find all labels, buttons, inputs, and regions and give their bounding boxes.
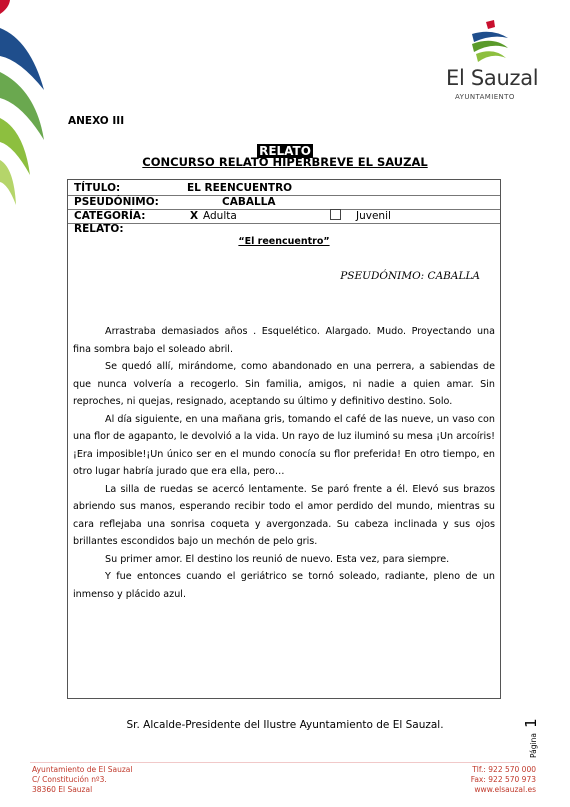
- decorative-swoosh: [0, 0, 48, 210]
- annex-label: ANEXO III: [68, 115, 125, 127]
- category-label: CATEGORÍA:: [74, 210, 146, 222]
- entry-form: [67, 179, 501, 699]
- pseudonym-value: CABALLA: [222, 196, 276, 208]
- footer-fax: Fax: 922 570 973: [470, 775, 536, 784]
- footer-divider: [30, 762, 520, 763]
- footer-phone: Tlf.: 922 570 000: [472, 765, 536, 774]
- story-paragraph: Su primer amor. El destino los reunió de nuevo. Esta vez, para siempre.: [105, 553, 450, 565]
- logo-subtitle: AYUNTAMIENTO: [455, 93, 515, 101]
- story-body: [73, 323, 495, 603]
- story-pseudonym: PSEUDÓNIMO: CABALLA: [340, 270, 480, 282]
- footer-address-line: Ayuntamiento de El Sauzal: [32, 765, 133, 774]
- divider: [68, 223, 500, 224]
- category-checked-mark: X: [190, 210, 199, 222]
- relato-heading-text: RELATO: [259, 144, 311, 158]
- story-paragraph: Se quedó allí, mirándome, como abandonado en una perrera, a sabiendas de que nunca volvería a recogerlo. Sin familia, amigos, ni nadie a quien amar. Sin reproches, ni quejas, resignado, aceptando su último y definitivo destino. Solo.: [73, 361, 495, 407]
- footer-address: [32, 765, 132, 795]
- footer-website-link[interactable]: www.elsauzal.es: [474, 785, 536, 794]
- category-youth-label: Juvenil: [356, 210, 391, 222]
- page-number: [521, 712, 551, 762]
- category-adult-label: Adulta: [203, 210, 237, 222]
- footer-contact: [446, 765, 536, 795]
- pseudonym-label: PSEUDÓNIMO:: [74, 196, 159, 208]
- story-paragraph: Al día siguiente, en una mañana gris, tomando el café de las nueve, un vaso con una flor de agapanto, le devolvió a la vida. Un rayo de luz iluminó su mesa ¡Un arcoíris! ¡Era imposible!¡Un único ser en el mundo conocía su flor preferida! En otro tiempo, en otro lugar habría jurado que era ella, pero…: [73, 413, 495, 477]
- title-label: TÍTULO:: [74, 182, 121, 194]
- logo-name: El Sauzal: [446, 66, 539, 90]
- story-title: “El reencuentro”: [238, 236, 330, 247]
- footer-address-line: 38360 El Sauzal: [32, 785, 93, 794]
- signature-line: Sr. Alcalde-Presidente del Ilustre Ayuntamiento de El Sauzal.: [126, 719, 444, 731]
- footer-address-line: C/ Constitución nº3.: [32, 775, 107, 784]
- contest-title: CONCURSO RELATO HIPERBREVE EL SAUZAL: [142, 155, 428, 169]
- title-value: EL REENCUENTRO: [187, 182, 293, 194]
- el-sauzal-logo-icon: [468, 20, 510, 66]
- page-word: Página: [529, 733, 538, 758]
- story-paragraph: Arrastraba demasiados años . Esquelético. Alargado. Mudo. Proyectando una fina sombra bajo el soleado abril.: [73, 326, 495, 355]
- page-digit: 1: [522, 718, 540, 728]
- story-paragraph: La silla de ruedas se acercó lentamente. Se paró frente a él. Elevó sus brazos abriendo sus manos, esperando recibir todo el amor perdido del mundo, mientras su cara reflejaba una sonrisa coqueta y avergonzada. Su cabeza inclinada y sus ojos brillantes escondidos bajo un mechón de pelo gris.: [73, 483, 495, 547]
- story-paragraph: Y fue entonces cuando el geriátrico se tornó soleado, radiante, pleno de un inmenso y plácido azul.: [73, 571, 495, 600]
- relato-field-label: RELATO:: [74, 223, 124, 235]
- category-youth-checkbox[interactable]: [330, 209, 341, 220]
